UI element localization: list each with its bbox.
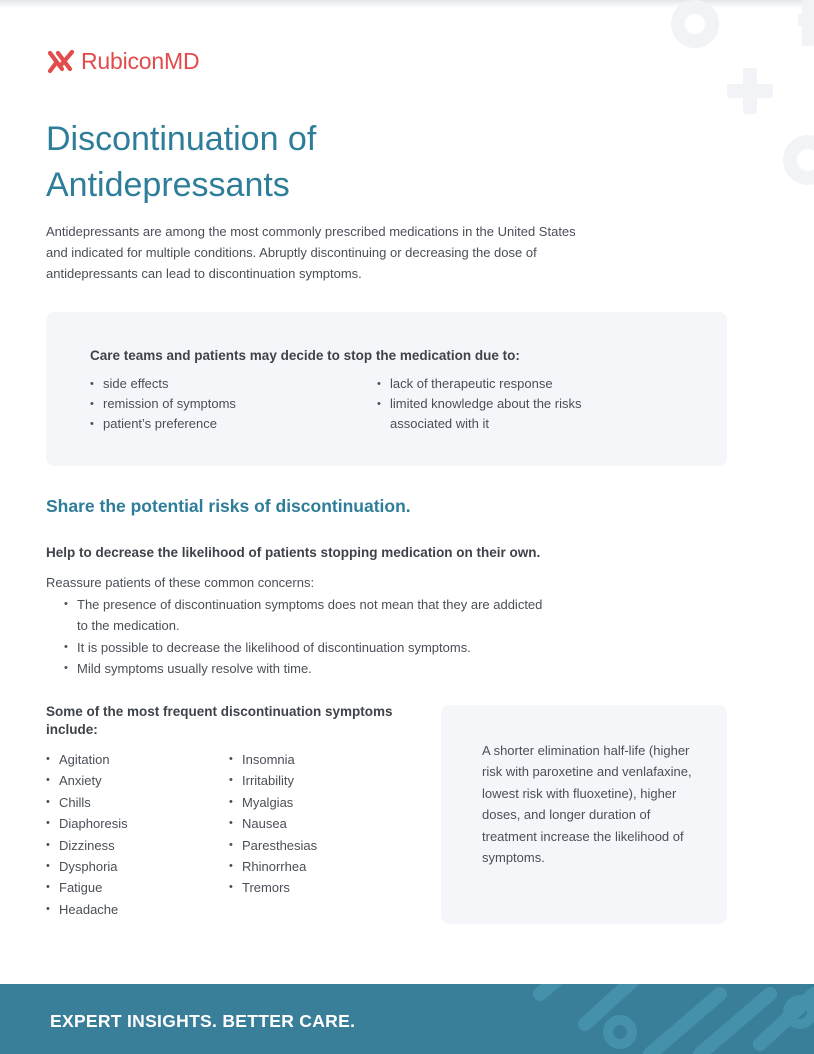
half-life-note-panel (441, 705, 727, 924)
risks-heading: Share the potential risks of discontinuation. (46, 496, 411, 516)
symptoms-heading: Some of the most frequent discontinuation symptoms include: (46, 704, 393, 737)
list-item: • Agitation (46, 749, 128, 770)
list-item: • Anxiety (46, 770, 128, 791)
title-line-1: Discontinuation of (46, 120, 317, 158)
rubicon-logo-icon (46, 47, 76, 75)
list-item: • Dysphoria (46, 856, 128, 877)
list-item: • remission of symptoms (90, 394, 236, 414)
list-item: • Diaphoresis (46, 813, 128, 834)
list-item: • The presence of discontinuation symptoms does not mean that they are addicted to the medication. (64, 594, 554, 637)
reassure-text: Reassure patients of these common concerns: (46, 575, 315, 590)
risks-subheading: Help to decrease the likelihood of patients stopping medication on their own. (46, 545, 541, 560)
reasons-panel (46, 312, 727, 466)
list-item: • Rhinorrhea (229, 856, 317, 877)
list-item: • It is possible to decrease the likelihood of discontinuation symptoms. (64, 637, 554, 658)
list-item: • limited knowledge about the risks associated with it (377, 394, 637, 434)
list-item: • lack of therapeutic response (377, 374, 637, 394)
list-item: • Dizziness (46, 835, 128, 856)
symptoms-list-left (46, 749, 128, 920)
list-item: • Insomnia (229, 749, 317, 770)
list-item: • patient’s preference (90, 414, 236, 434)
list-item: • Myalgias (229, 792, 317, 813)
reasons-heading: Care teams and patients may decide to stop the medication due to: (90, 348, 520, 363)
list-item: • Nausea (229, 813, 317, 834)
footer-tagline: EXPERT INSIGHTS. BETTER CARE. (50, 1011, 356, 1031)
concerns-list (64, 594, 554, 679)
list-item: • Irritability (229, 770, 317, 791)
half-life-note: A shorter elimination half-life (higher risk with paroxetine and venlafaxine, lowest risk with fluoxetine), higher doses, and longer duration of treatment increase the likelihood of symptoms. (482, 743, 692, 866)
reasons-list-left (90, 374, 236, 434)
brand-name: RubiconMD (81, 47, 200, 74)
symptoms-list-right (229, 749, 317, 899)
reasons-list-right (377, 374, 637, 434)
page-title (46, 116, 546, 208)
list-item: • side effects (90, 374, 236, 394)
list-item: • Fatigue (46, 877, 128, 898)
list-item: • Mild symptoms usually resolve with time. (64, 658, 554, 679)
title-line-2: Antidepressants (46, 166, 290, 204)
list-item: • Tremors (229, 877, 317, 898)
footer-banner (0, 984, 814, 1054)
list-item: • Chills (46, 792, 128, 813)
brand-logo (46, 47, 199, 75)
top-shadow (0, 0, 814, 8)
intro-paragraph: Antidepressants are among the most commonly prescribed medications in the United States and indicated for multiple conditions. Abruptly discontinuing or decreasing the dose of antidepressants can lead to discontinuation symptoms. (46, 224, 576, 281)
list-item: • Headache (46, 899, 128, 920)
list-item: • Paresthesias (229, 835, 317, 856)
